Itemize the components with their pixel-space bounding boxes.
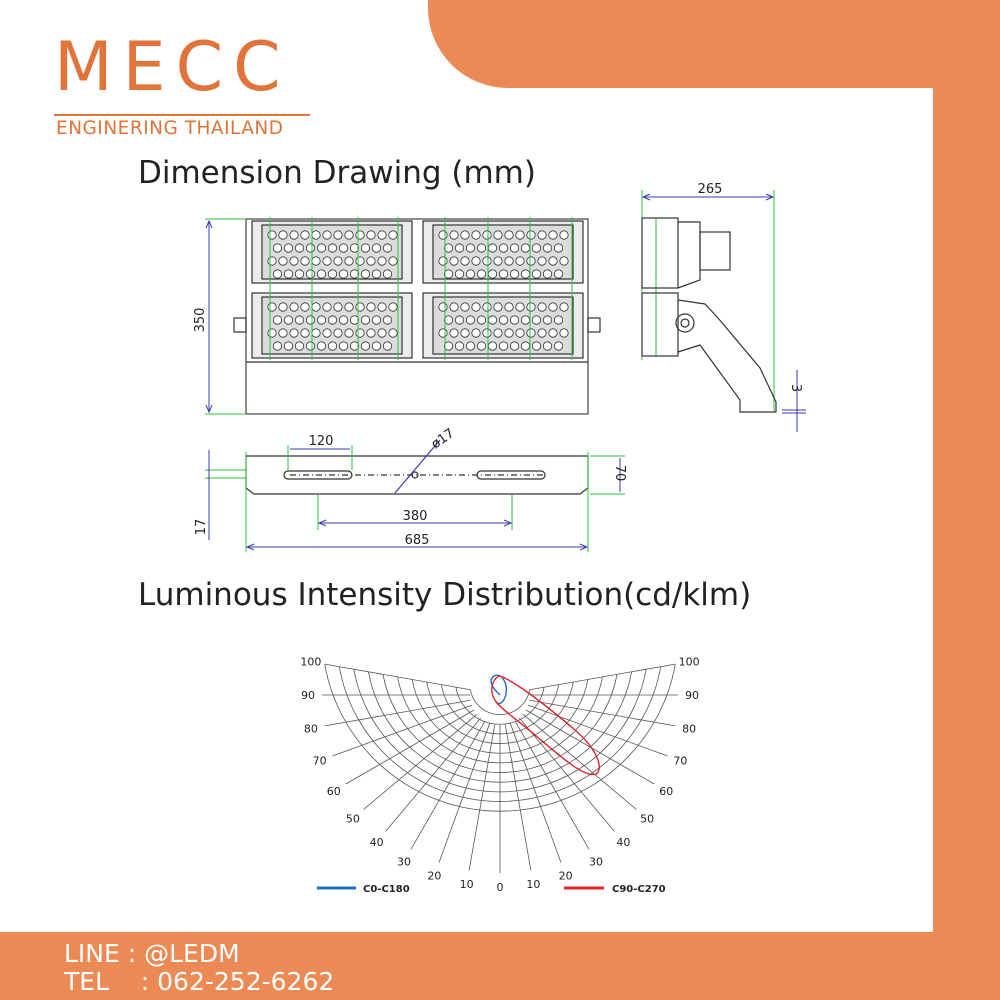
led-dot [295,316,303,324]
led-dot [301,231,309,239]
led-dot [543,342,551,350]
led-dot [328,316,336,324]
led-dot [334,231,342,239]
led-dot [383,244,391,252]
led-dot [499,342,507,350]
led-dot [505,329,513,337]
line-contact: LINE : @LEDM [64,939,240,968]
led-dot [499,244,507,252]
led-dot [450,231,458,239]
side-view [642,190,806,432]
led-dot [361,342,369,350]
led-dot [273,270,281,278]
led-dot [361,316,369,324]
led-dot [461,257,469,265]
led-dot [361,270,369,278]
dimension-drawing-title: Dimension Drawing (mm) [138,155,536,191]
led-dot [521,316,529,324]
led-dot [389,329,397,337]
led-dot [339,244,347,252]
legend-c90-label: C90-C270 [612,884,666,895]
c0-c180-curve [491,675,506,703]
led-dot [284,270,292,278]
led-dot [439,329,447,337]
polar-left-label: 50 [345,812,360,826]
led-dot [538,231,546,239]
polar-right-label: 90 [685,689,699,702]
polar-spoke [528,705,667,756]
led-dot [499,270,507,278]
polar-spoke [469,725,495,871]
led-dot [560,257,568,265]
polar-spoke [325,664,471,690]
led-dot [554,316,562,324]
led-dot [312,329,320,337]
led-dot [372,342,380,350]
led-dot [328,342,336,350]
led-dot [543,316,551,324]
depth-label: 70 [612,464,627,482]
led-dot [317,316,325,324]
led-dot [549,329,557,337]
total-width-label: 685 [404,533,430,548]
led-dot [488,244,496,252]
led-dot [538,303,546,311]
led-dot [284,244,292,252]
led-dot [273,316,281,324]
led-dot [499,316,507,324]
led-dot [312,231,320,239]
led-dot [334,257,342,265]
led-dot [334,303,342,311]
led-dot [554,244,562,252]
polar-right-label: 30 [589,855,603,869]
led-dot [345,257,353,265]
led-dot [372,244,380,252]
led-dot [350,244,358,252]
led-dot [466,342,474,350]
led-dot [383,342,391,350]
led-dot [554,342,562,350]
polar-right-label: 20 [558,869,573,883]
led-dot [279,303,287,311]
led-dot [543,244,551,252]
led-dot [527,329,535,337]
led-dot [527,303,535,311]
led-dot [339,316,347,324]
led-dot [549,257,557,265]
led-dot [378,329,386,337]
led-dot [290,257,298,265]
led-dot [510,244,518,252]
led-dot [361,244,369,252]
led-dot [477,270,485,278]
led-dot [279,231,287,239]
led-dot [560,329,568,337]
polar-spoke [386,718,481,831]
led-dot [521,244,529,252]
led-dot [306,244,314,252]
led-dot [494,231,502,239]
polar-spoke [505,725,531,871]
led-dot [372,270,380,278]
led-dot [345,329,353,337]
led-dot [339,270,347,278]
polar-right-label: 10 [526,878,541,892]
led-dot [378,231,386,239]
led-dot [516,257,524,265]
led-dot [444,270,452,278]
led-dot [483,329,491,337]
polar-spoke [530,664,676,690]
led-dot [439,257,447,265]
led-dot [527,231,535,239]
polar-left-label: 100 [300,655,322,669]
polar-left-label: 10 [459,878,474,892]
led-dot [461,231,469,239]
brand-logo: MECC [54,28,291,107]
led-dot [312,257,320,265]
led-dot [477,316,485,324]
led-dot [439,303,447,311]
led-dot [505,303,513,311]
led-dot [450,257,458,265]
led-dot [273,244,281,252]
led-dot [505,257,513,265]
led-dot [466,270,474,278]
led-dot [516,303,524,311]
led-dot [290,231,298,239]
led-dot [317,342,325,350]
led-dot [472,329,480,337]
led-dot [466,316,474,324]
led-dot [273,342,281,350]
hole-diameter-label: ø17 [428,425,458,453]
led-dot [295,244,303,252]
polar-ring [470,690,529,715]
led-dot [328,244,336,252]
led-dot [532,244,540,252]
led-dot [505,231,513,239]
luminous-distribution-title: Luminous Intensity Distribution(cd/klm) [138,577,752,613]
led-dot [549,303,557,311]
led-dot [483,303,491,311]
polar-right-label: 60 [659,785,674,798]
led-dot [345,303,353,311]
led-dot [444,342,452,350]
led-dot [521,342,529,350]
led-dot [455,270,463,278]
led-dot [367,329,375,337]
front-view [205,217,600,414]
led-dot [356,303,364,311]
polar-left-label: 90 [301,689,315,702]
led-dot [301,329,309,337]
led-array [268,231,568,350]
led-dot [483,231,491,239]
polar-spoke [519,718,614,831]
led-dot [350,342,358,350]
led-dot [356,257,364,265]
led-dot [284,342,292,350]
led-dot [372,316,380,324]
polar-right-label: 80 [682,722,697,736]
led-dot [323,303,331,311]
led-dot [516,231,524,239]
led-dot [510,342,518,350]
led-dot [532,342,540,350]
led-dot [483,257,491,265]
led-dot [279,257,287,265]
hole-spacing-label: 120 [308,434,334,449]
led-dot [295,342,303,350]
led-dot [378,303,386,311]
led-dot [268,257,276,265]
led-dot [521,270,529,278]
led-dot [339,342,347,350]
polar-left-label: 30 [397,855,411,869]
height-label: 350 [193,307,208,333]
led-dot [328,270,336,278]
led-dot [488,270,496,278]
led-dot [323,231,331,239]
led-dot [383,316,391,324]
side-width-label: 265 [697,182,723,197]
led-dot [323,257,331,265]
led-dot [290,303,298,311]
led-dot [472,231,480,239]
polar-spoke [325,700,471,726]
led-dot [494,303,502,311]
polar-spoke [364,714,477,809]
led-dot [268,231,276,239]
led-dot [439,231,447,239]
led-dot [306,342,314,350]
led-dot [494,329,502,337]
polar-right-label: 50 [640,812,655,826]
led-dot [538,329,546,337]
mount-spacing-label: 380 [402,509,428,524]
led-dot [455,342,463,350]
led-dot [450,303,458,311]
led-dot [367,257,375,265]
led-dot [461,303,469,311]
led-dot [334,329,342,337]
led-dot [488,342,496,350]
polar-left-label: 20 [427,869,442,883]
led-dot [560,231,568,239]
led-dot [350,270,358,278]
led-dot [367,303,375,311]
led-dot [549,231,557,239]
led-dot [389,231,397,239]
led-dot [345,231,353,239]
led-dot [350,316,358,324]
led-dot [317,270,325,278]
led-dot [560,303,568,311]
led-dot [356,231,364,239]
polar-right-label: 70 [673,754,688,768]
led-dot [461,329,469,337]
led-dot [444,244,452,252]
led-dot [323,329,331,337]
led-dot [477,342,485,350]
led-dot [378,257,386,265]
brand-tagline: ENGINERING THAILAND [56,118,284,139]
led-dot [295,270,303,278]
led-dot [532,270,540,278]
led-dot [455,244,463,252]
led-dot [306,270,314,278]
led-dot [554,270,562,278]
polar-left-label: 0 [496,881,504,894]
led-dot [301,303,309,311]
led-dot [510,270,518,278]
led-dot [538,257,546,265]
led-dot [472,257,480,265]
led-dot [389,257,397,265]
polar-right-label: 40 [616,836,631,850]
led-dot [488,316,496,324]
led-dot [516,329,524,337]
led-dot [543,270,551,278]
led-dot [527,257,535,265]
led-dot [317,244,325,252]
led-dot [472,303,480,311]
led-dot [306,316,314,324]
phone-contact: TEL : 062-252-6262 [64,967,335,996]
led-dot [356,329,364,337]
led-dot [389,303,397,311]
led-dot [312,303,320,311]
polar-spoke [523,714,636,809]
led-dot [532,316,540,324]
legend-c0-label: C0-C180 [363,884,410,895]
led-dot [510,316,518,324]
led-dot [367,231,375,239]
polar-spoke [333,705,472,756]
offset-label: 3 [788,383,803,393]
bracket-label: 17 [194,518,209,536]
led-dot [284,316,292,324]
led-dot [383,270,391,278]
polar-right-label: 100 [678,655,700,669]
polar-left-label: 70 [312,754,327,768]
led-dot [477,244,485,252]
led-dot [466,244,474,252]
led-dot [279,329,287,337]
led-dot [494,257,502,265]
polar-left-label: 40 [369,836,384,850]
led-dot [290,329,298,337]
polar-left-label: 80 [303,722,318,736]
led-dot [444,316,452,324]
led-dot [268,329,276,337]
polar-left-label: 60 [326,785,341,798]
led-dot [450,329,458,337]
polar-spoke [530,700,676,726]
led-dot [268,303,276,311]
led-dot [301,257,309,265]
led-dot [455,316,463,324]
